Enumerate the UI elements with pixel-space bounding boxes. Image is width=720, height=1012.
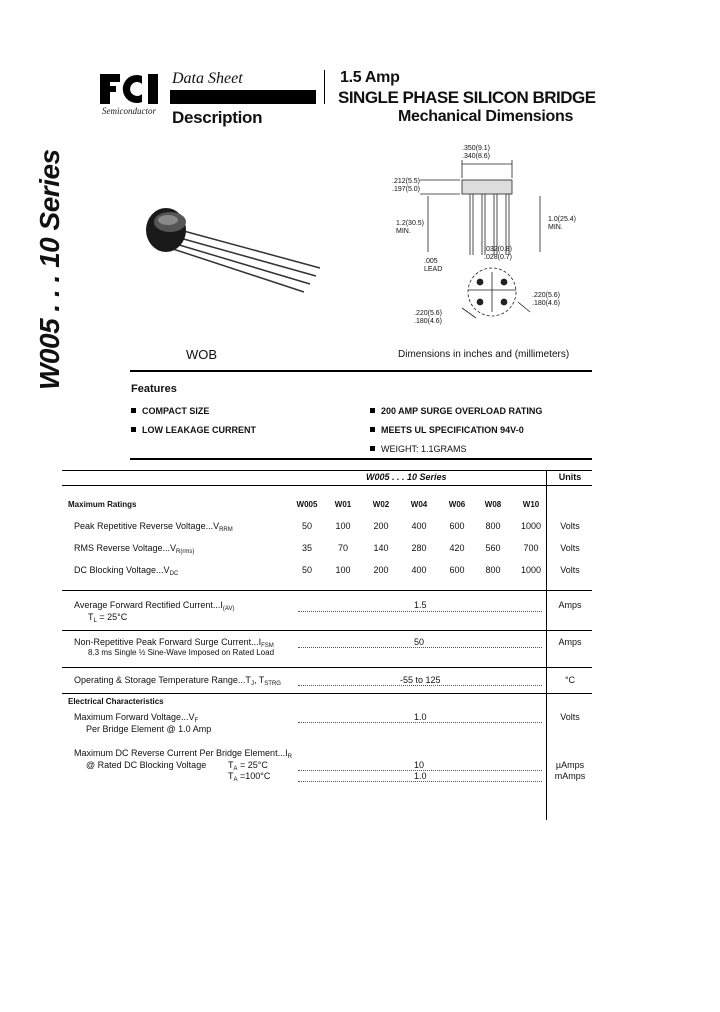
- title-current: 1.5 Amp: [340, 69, 400, 86]
- row-value: 35: [301, 543, 312, 553]
- row-value: 50: [301, 521, 312, 531]
- row-value: 200: [373, 521, 389, 531]
- row-value: 700: [523, 543, 539, 553]
- avg-forward-value: 1.5: [414, 600, 427, 610]
- ir-label: Maximum DC Reverse Current Per Bridge $Element...I_R$: [74, 748, 292, 760]
- surge-condition: 8.3 ms Single ½ Sine-Wave Imposed on Rated Load: [88, 648, 275, 657]
- table-series-header: W005 . . . 10 Series: [366, 472, 447, 482]
- row-value: 1000: [520, 565, 542, 575]
- table-header-rule: [62, 485, 592, 486]
- table-top-rule: [62, 470, 592, 471]
- row-value: 420: [449, 543, 465, 553]
- avg-forward-label: Average Forward Rectified $Current...I_{(AV)}$: [74, 600, 235, 612]
- brand-subtitle: Semiconductor: [102, 106, 156, 116]
- row-value: 560: [485, 543, 501, 553]
- row-rule: [62, 693, 592, 694]
- row-label: Peak Repetitive Reverse $Voltage...V_{RRM}$: [74, 521, 233, 533]
- leader-dots: [298, 722, 542, 723]
- section-description: Description: [172, 108, 263, 127]
- ir-cond-100: $T_A =100^\circ C$: [228, 771, 271, 783]
- col-header: W01: [334, 500, 352, 509]
- row-label: RMS Reverse $Voltage...V_{R(rms)}$: [74, 543, 195, 555]
- leader-dots: [298, 685, 542, 686]
- series-label: W005 . . . 10 Series: [34, 149, 65, 390]
- surge-value: 50: [414, 637, 425, 647]
- feature-item: MEETS UL SPECIFICATION 94V-0: [370, 425, 524, 435]
- feature-item: 200 AMP SURGE OVERLOAD RATING: [370, 406, 542, 416]
- dim-a: .350(9.1) .340(8.6): [462, 145, 491, 160]
- row-value: 140: [373, 543, 389, 553]
- row-rule: [62, 590, 592, 591]
- avg-forward-condition: $T_L = 25^\circ C$: [88, 612, 128, 624]
- col-header: W10: [522, 500, 540, 509]
- col-header: W08: [484, 500, 502, 509]
- avg-forward-unit: Amps: [558, 600, 582, 610]
- feature-item: LOW LEAKAGE CURRENT: [131, 425, 256, 435]
- max-ratings-label: Maximum Ratings: [68, 500, 137, 509]
- units-column-divider: [546, 470, 547, 820]
- feature-item: COMPACT SIZE: [131, 406, 209, 416]
- dim-e: .032(0.8) .028(0.7): [484, 246, 513, 261]
- header-divider: [324, 70, 325, 104]
- surge-unit: Amps: [558, 637, 582, 647]
- features-title: Features: [131, 383, 177, 395]
- ir-value-100: 1.0: [414, 771, 427, 781]
- leader-dots: [298, 647, 542, 648]
- mechanical-drawing: [380, 140, 580, 345]
- row-value: 50: [301, 565, 312, 575]
- title-device: SINGLE PHASE SILICON BRIDGE: [338, 88, 596, 107]
- row-value: 800: [485, 521, 501, 531]
- dim-d: 1.0(25.4) MIN.: [548, 216, 577, 231]
- col-header: W02: [372, 500, 390, 509]
- row-value: 800: [485, 565, 501, 575]
- ir-cond-25: $T_A = 25^\circ C$: [228, 760, 268, 772]
- fci-logo: [100, 72, 162, 106]
- row-value: 100: [335, 565, 351, 575]
- col-header: W06: [448, 500, 466, 509]
- dim-b: .212(5.5) .197(5.0): [392, 178, 421, 193]
- row-value: 100: [335, 521, 351, 531]
- row-label: DC Blocking $Voltage...V_{DC}$: [74, 565, 179, 577]
- section-mechanical: Mechanical Dimensions: [398, 108, 574, 125]
- temp-label: Operating & Storage Temperature $Range...T_J$, $T_{STRG}$: [74, 675, 281, 687]
- row-value: 200: [373, 565, 389, 575]
- surge-label: Non-Repetitive Peak Forward Surge $Current...I_{FSM}$: [74, 637, 274, 649]
- features-bottom-rule: [130, 458, 592, 460]
- package-name: WOB: [186, 347, 218, 362]
- leader-dots: [298, 611, 542, 612]
- vf-value: 1.0: [414, 712, 427, 722]
- row-unit: Volts: [560, 543, 580, 553]
- row-value: 400: [411, 565, 427, 575]
- col-header: W04: [410, 500, 428, 509]
- component-image: [140, 200, 330, 305]
- row-value: 600: [449, 521, 465, 531]
- row-rule: [62, 667, 592, 668]
- row-rule: [62, 630, 592, 631]
- ir-value-25: 10: [414, 760, 425, 770]
- row-value: 70: [337, 543, 348, 553]
- row-value: 400: [411, 521, 427, 531]
- ir-unit-100: mAmps: [554, 771, 586, 781]
- vf-unit: Volts: [560, 712, 580, 722]
- dim-lead: .005 LEAD: [424, 258, 443, 273]
- dimension-note: Dimensions in inches and (millimeters): [398, 349, 570, 360]
- row-value: 280: [411, 543, 427, 553]
- row-unit: Volts: [560, 565, 580, 575]
- row-unit: Volts: [560, 521, 580, 531]
- dim-g: .220(5.6) .180(4.6): [414, 310, 443, 325]
- dim-f: .220(5.6) .180(4.6): [532, 292, 561, 307]
- feature-item: WEIGHT: 1.1GRAMS: [370, 444, 467, 454]
- leader-dots: [298, 781, 542, 782]
- header-bar: [170, 90, 316, 104]
- temp-value: -55 to 125: [400, 675, 441, 685]
- vf-label: Maximum Forward $Voltage...V_F$: [74, 712, 199, 724]
- temp-unit: °C: [564, 675, 576, 685]
- ir-condition: @ Rated DC Blocking Voltage: [86, 760, 207, 770]
- ir-unit-25: µAmps: [555, 760, 585, 770]
- row-value: 1000: [520, 521, 542, 531]
- table-units-header: Units: [558, 472, 582, 482]
- dim-c: 1.2(30.5) MIN.: [396, 220, 425, 235]
- vf-condition: Per Bridge Element @ 1.0 Amp: [86, 724, 212, 734]
- data-sheet-label: Data Sheet: [172, 70, 243, 87]
- row-value: 600: [449, 565, 465, 575]
- electrical-label: Electrical Characteristics: [68, 697, 164, 706]
- features-rule: [130, 370, 592, 372]
- col-header: W005: [296, 500, 318, 509]
